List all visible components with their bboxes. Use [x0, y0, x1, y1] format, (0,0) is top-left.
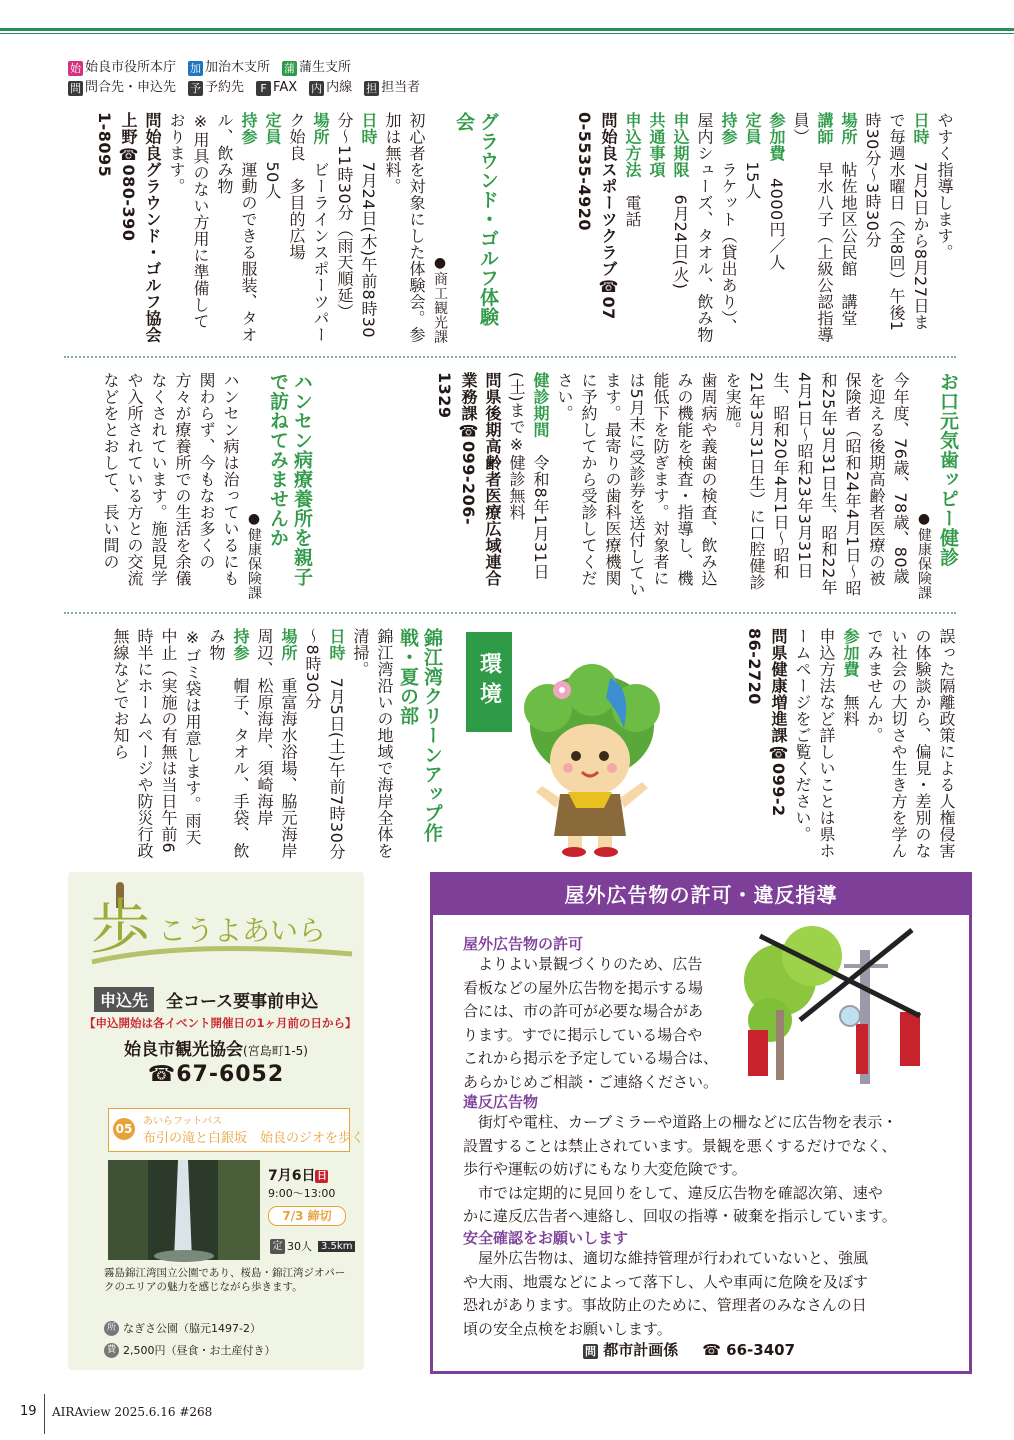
- honcho-icon: 始: [70, 61, 81, 75]
- apply-note: 【申込開始は各イベント開催日の1ヶ月前の日から】: [84, 1016, 357, 1030]
- mascot-illustration: [512, 668, 672, 858]
- logo-text: こうよあいら: [158, 914, 327, 947]
- event-date: 7月6日 日: [268, 1168, 327, 1184]
- hansen-section: ハンセン病療養所を親子 で訪ねてみませんか ●健康保険課 ハンセン病は治っているにも関わらず、今もなお多くの方々が療養所での生活を余儀なくされています。施設見学や入所されている方との交流などをとおして、長い間の: [101, 372, 313, 600]
- fee-icon: 費: [104, 1343, 119, 1358]
- page-number: 19: [20, 1404, 37, 1419]
- ground-golf-section: グラウンド・ゴルフ体験会 ●商工観光課 初心者を対象にした体験会。参加は無料。 日時 7月24日(木)午前8時30分～11時30分（雨天順延） 場所 ビーラインスポーツパーク始良 多目的広場 定員 50人 持参 運動のできる服装、タオル、飲み物 ※用具のない方用に準備しております。 問始良グラウンド・ゴルフ協会上野☎080-390 1-8095: [95, 112, 499, 344]
- course-banner: 05 あいらフットパス 布引の滝と白銀坂 始良のジオを歩く: [108, 1108, 350, 1152]
- ground-golf-title: グラウンド・ゴルフ体験会: [453, 112, 499, 327]
- top-rule: [0, 28, 1014, 31]
- cleanup-title: 錦江湾クリーンアップ作戦・夏の部: [397, 628, 443, 843]
- place-icon: 所: [104, 1321, 119, 1336]
- kajiki-icon: 加: [190, 61, 202, 75]
- contact-icon: 問: [70, 81, 81, 95]
- outdoor-contact: 問 都市計画係 ☎ 66-3407: [585, 1340, 796, 1359]
- safety-heading: 安全確認をお願いします: [463, 1229, 629, 1247]
- dental-title: お口元気歯ッピー健診: [937, 372, 959, 567]
- event-fee: 費 2,500円（昼食・お土産付き）: [104, 1342, 276, 1358]
- course-description: 霧島錦江湾国立公園であり、桜島・錦江湾ジオパークのエリアの魅力を感じながら歩きます。: [104, 1267, 346, 1293]
- fax-icon: F: [256, 81, 271, 96]
- environment-badge: 環境: [466, 632, 512, 732]
- capacity-icon: 定: [270, 1239, 285, 1254]
- divider: [64, 612, 956, 614]
- tree-sign-illustration: [740, 920, 940, 1088]
- walking-logo: [86, 884, 356, 974]
- extension-icon: 内: [311, 81, 323, 95]
- tourism-tel: ☎67-6052: [147, 1062, 285, 1087]
- legend: 始 始良市役所本庁 加 加治木支所 蒲 蒲生支所 問 問合先・申込先 予 予約先 F FAX 内 内線 担 担当者: [70, 60, 421, 95]
- deadline-badge: 7/3 締切: [268, 1206, 346, 1226]
- footer-rule: [44, 1394, 45, 1434]
- magazine-title: AIRAview 2025.6.16 #268: [52, 1405, 213, 1419]
- kamo-icon: 蒲: [284, 61, 296, 75]
- permit-text: よりよい景観づくりのため、広告 看板などの屋外広告物を掲示する場 合には、市の許可が必要な場合があ ります。すでに掲示している場合や これから掲示を予定している場合は、 あらかじめご相談・ご連絡ください。: [463, 955, 719, 1091]
- person-icon: 担: [366, 81, 378, 95]
- safety-text: 屋外広告物は、適切な維持管理が行われていないと、強風 や大雨、地震などによって落下し、人や車両に危険を及ぼす 恐れがあります。事故防止のために、管理者のみなさんの日 頃の安全点検をお願いします。: [463, 1249, 869, 1338]
- contact-icon: 問: [585, 1345, 596, 1358]
- dental-checkup-section: お口元気歯ッピー健診 ●健康保険課 今年度、76歳、78歳、80歳を迎える後期高齢者医療の被保険者（昭和24年4月1日～昭和25年3月31日生、昭和22年4月1日～昭和23年3月31日生、昭和20年4月1日～昭和21年3月31日生）に口腔健診を実施。 歯周病や義歯の検査、飲み込みの機能を検査・指導し、機能低下を防ぎます。対象者には5月末に受診券を送付しています。最寄りの歯科医療機関に予約してから受診してください。 健診期間 令和8年1月31日(土)まで※健診無料 問県後期高齢者医療広域連合業務課☎099-206- 1329: [435, 372, 959, 600]
- hansen-continued: 誤った隔離政策による人権侵害の体験談から、偏見・差別のない社会の大切さや生き方を学んでみませんか。 参加費 無料 申込方法など詳しいことは県ホームページをご覧ください。 問県健康増進課☎099-2 86-2720: [745, 628, 956, 859]
- violation-heading: 違反広告物: [463, 1093, 539, 1111]
- cleanup-section: 錦江湾クリーンアップ作戦・夏の部 錦江湾沿いの地域で海岸全体を清掃。 日時 7月5日(土)午前7時30分～8時30分 場所 重富海水浴場、脇元海岸周辺、松原海岸、須崎海岸 持参 帽子、タオル、手袋、飲み物 ※ゴミ袋は用意します。雨天中止（実施の有無は当日午前6時半にホームページや防災行政無線などでお知ら: [111, 628, 443, 860]
- distance-badge: 3.5km: [318, 1241, 355, 1252]
- event-time: 9:00～13:00: [268, 1187, 336, 1200]
- permit-heading: 屋外広告物の許可: [463, 935, 584, 953]
- outdoor-ad-title: 屋外広告物の許可・違反指導: [433, 875, 969, 915]
- apply-line: 申込先 全コース要事前申込: [94, 987, 318, 1012]
- waterfall-photo: [108, 1160, 260, 1260]
- reserve-icon: 予: [190, 81, 202, 95]
- violation-text: 街灯や電柱、カーブミラーや道路上の柵などに広告物を表示・ 設置することは禁止されています。景観を悪くするだけでなく、 歩行や運転の妨げにもなり大変危険です。 市では定期的に見回りをして、違反広告物を確認次第、速や かに違反広告者へ連絡し、回収の指導・破棄を指示しています。: [463, 1113, 898, 1225]
- meeting-place: 所 なぎさ公園（脇元1497-2）: [104, 1320, 261, 1336]
- divider: [64, 356, 956, 358]
- badminton-continued: やすく指導します。 日時 7月2日から8月27日まで毎週水曜日（全8回）午後1時30分～3時30分 場所 帖佐地区公民館 講堂 講師 早水八子（上級公認指導員） 参加費 4000円／人 定員 15人 持参 ラケット（貸出あり）、屋内シューズ、タオル、飲み物 申込期限 6月24日(火) 共通事項 申込方法 電話 問始良スポーツクラブ☎07 0-5535-4920: [575, 112, 954, 343]
- top-rule-thin: [0, 33, 1014, 34]
- capacity: 定 30人 3.5km: [270, 1238, 355, 1254]
- logo-kanji: 歩: [90, 893, 150, 963]
- tourism-association: 始良市観光協会(宮島町1-5): [124, 1040, 308, 1060]
